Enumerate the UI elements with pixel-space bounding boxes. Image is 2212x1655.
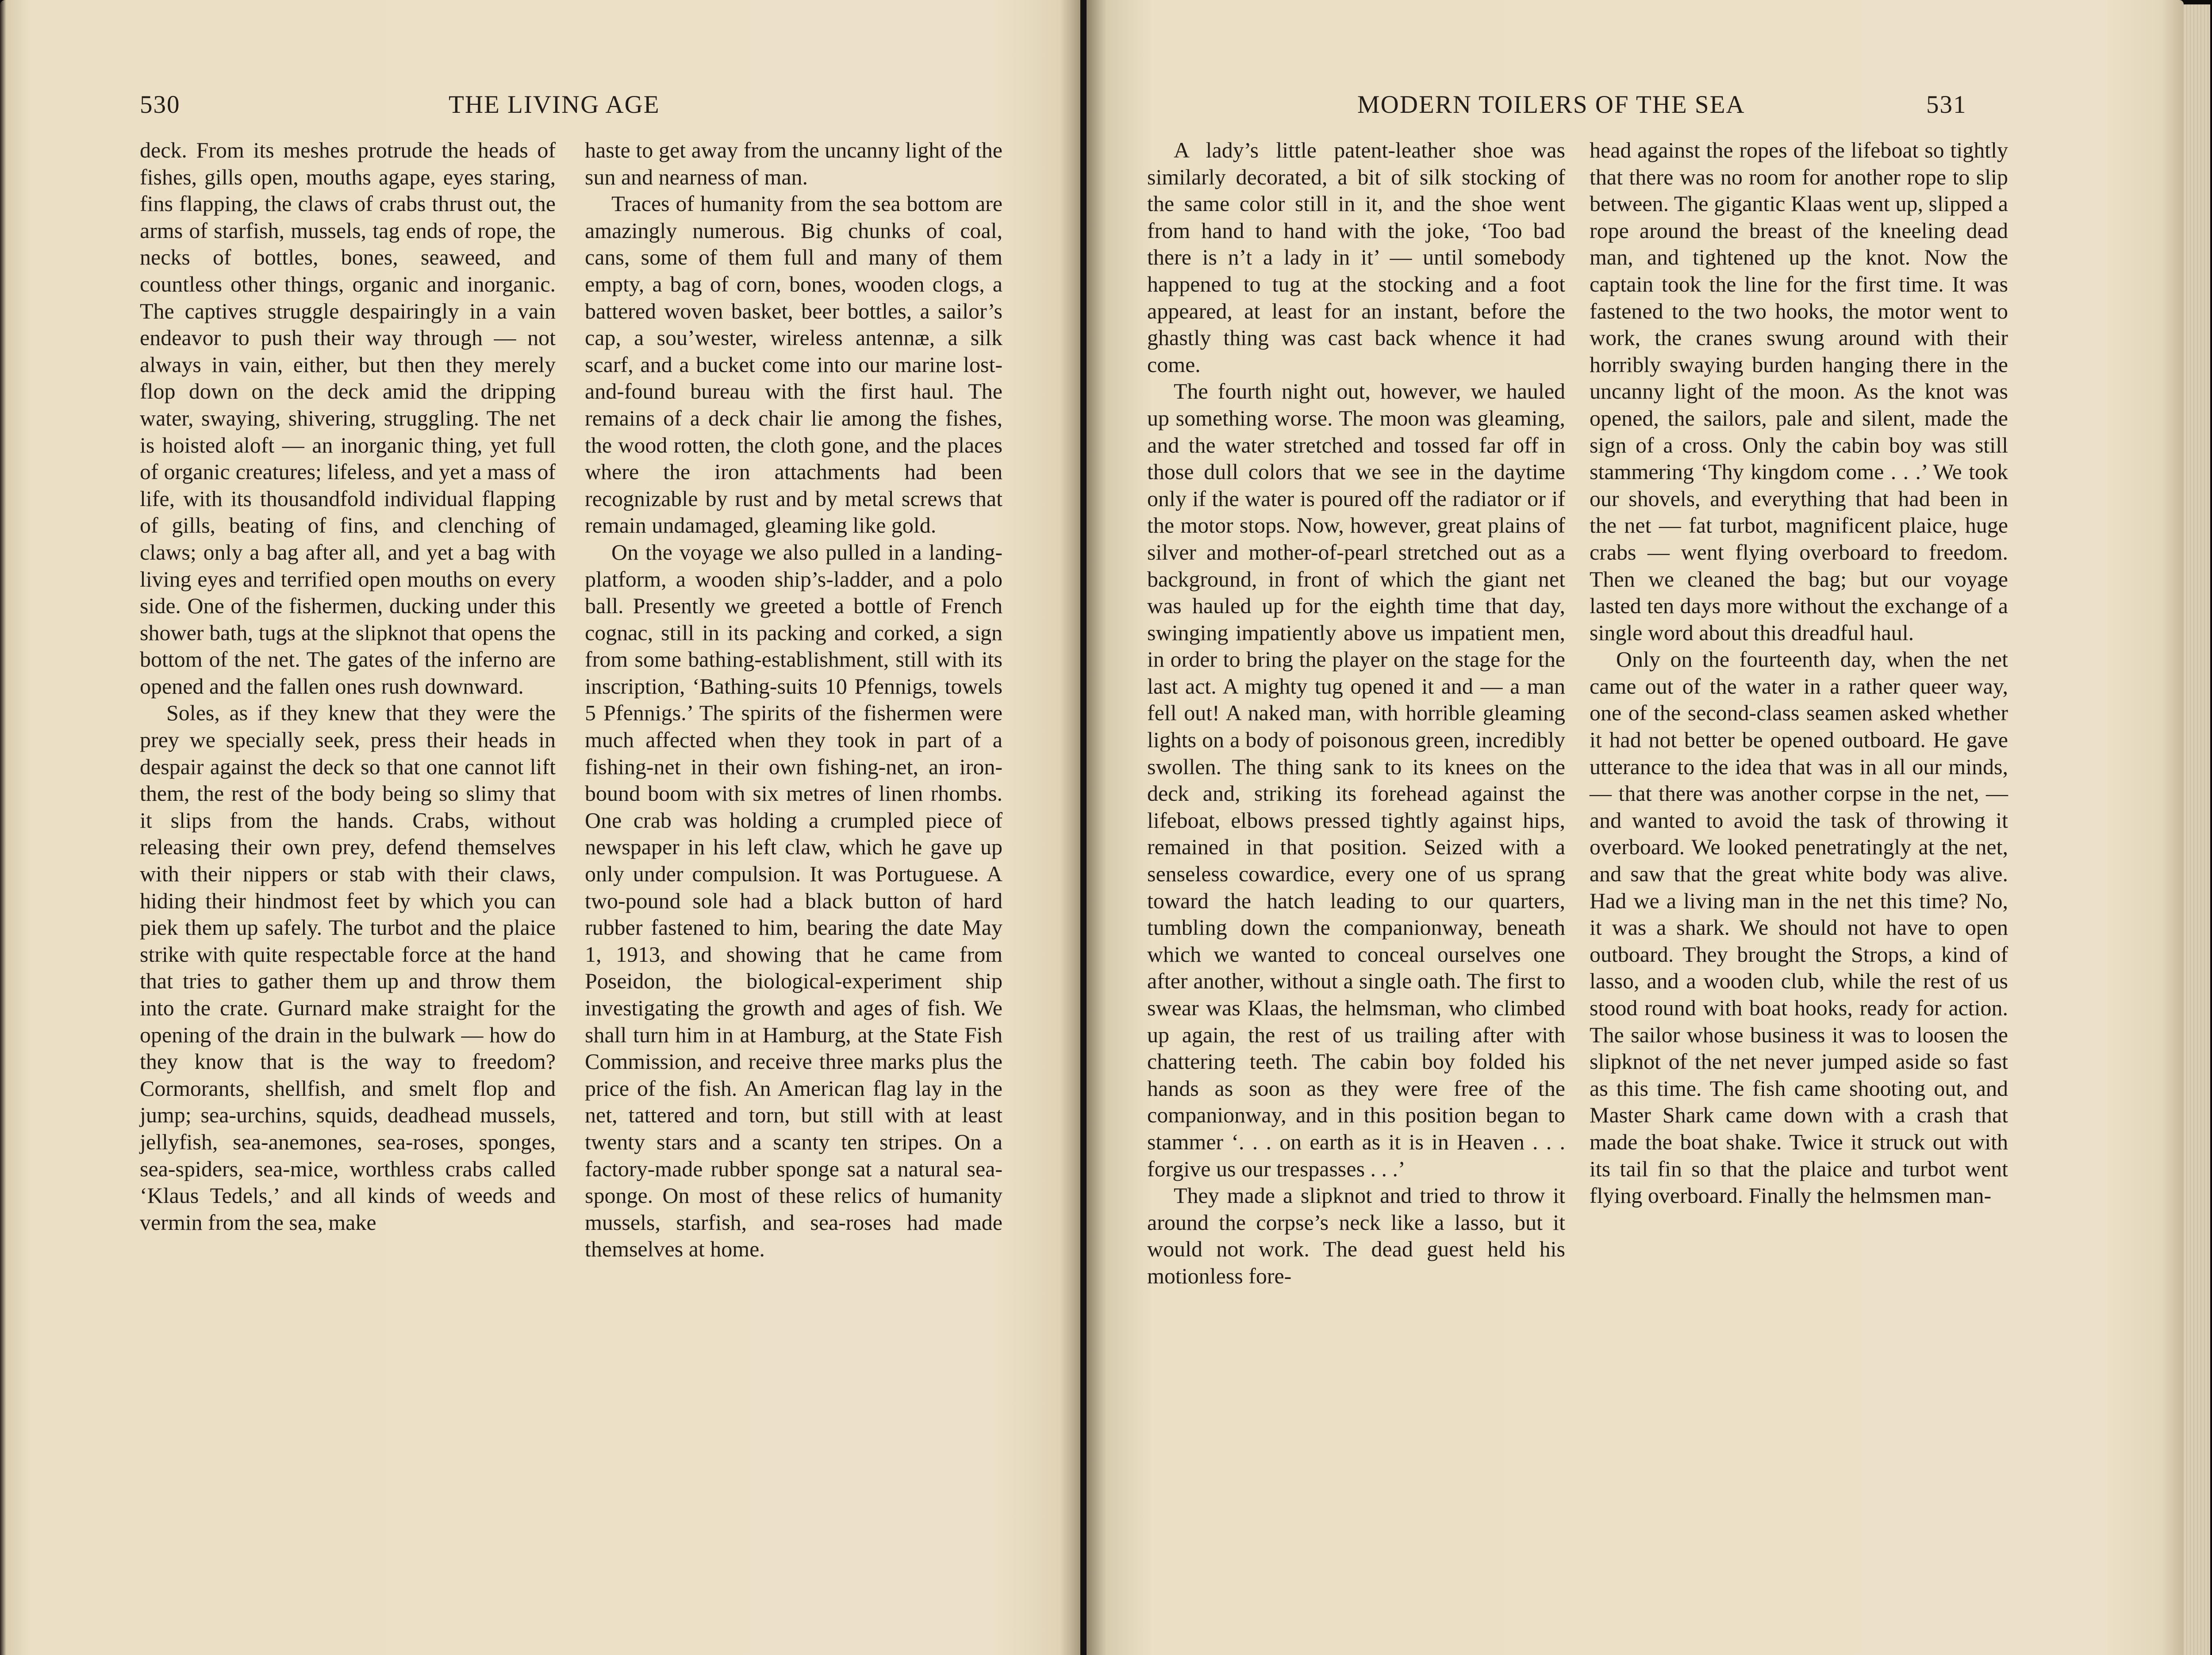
left-running-head: [0, 85, 1080, 125]
paragraph: Soles, as if they knew that they were the prey we specially seek, press their heads in despair against the deck so that one cannot lift them, the rest of the body being so slimy that it slips from the hands. Crabs, without releasing their own prey, defend themselves with their nippers or stab with their claws, hiding their hindmost feet by which you can piek them up safely. The turbot and the plaice strike with quite respectable force at the hand that tries to gather them up and throw them into the crate. Gurnard make straight for the opening of the drain in the bulwark — how do they know that is the way to freedom? Cormorants, shellfish, and smelt flop and jump; sea-urchins, squids, deadhead mussels, jellyfish, sea-anemones, sea-roses, sponges, sea-spiders, sea-mice, worthless crabs called ‘Klaus Tedels,’ and all kinds of weeds and vermin from the sea, make: [140, 700, 556, 1235]
text-column: [140, 137, 556, 1236]
paragraph: haste to get away from the uncanny light of the sun and nearness of man.: [585, 138, 1002, 189]
paragraph: A lady’s little patent-leather shoe was similarly decorated, a bit of silk stocking of the same color still in it, and the shoe went from hand to hand with the joke, ‘Too bad there is n’t a lady in it’ — until somebody happened to tug at the stocking and a foot appeared, at least for an instant, before the ghastly thing was cast back whence it had come.: [1147, 138, 1565, 377]
right-running-head: [1087, 85, 2184, 125]
paragraph: The fourth night out, however, we hauled up something worse. The moon was gleaming, and the water stretched and tossed far off in those dull colors that we see in the daytime only if the water is poured off the radiator or if the motor stops. Now, however, great plains of silver and mother-of-pearl stretched out as a background, in front of which the giant net was hauled up for the eighth time that day, swinging impatiently above us impatient men, in order to bring the player on the stage for the last act. A mighty tug opened it and — a man fell out! A naked man, with horrible gleaming lights on a body of poisonous green, incredibly swollen. The thing sank to its knees on the deck and, striking its forehead against the lifeboat, elbows pressed tightly against hips, remained in that position. Seized with a senseless cowardice, every one of us sprang toward the hatch leading to our quarters, tumbling down the companionway, beneath which we wanted to conceal ourselves one after another, without a single oath. The first to swear was Klaas, the helmsman, who climbed up again, the rest of us trailing after with chattering teeth. The cabin boy folded his hands as soon as they were free of the companionway, and in this position began to stammer ‘. . . on earth as it is in Heaven . . . forgive us our trespasses . . .’: [1147, 379, 1565, 1181]
page-edges: [2184, 4, 2210, 1655]
paragraph: On the voyage we also pulled in a landing-platform, a wooden ship’s-ladder, and a polo ball. Presently we greeted a bottle of French cognac, still in its packing and corked, a sign from some bathing-establishment, still with its inscription, ‘Bathing-suits 10 Pfennigs, towels 5 Pfennigs.’ The spirits of the fishermen were much affected when they took in part of a fishing-net in their own fishing-net, an iron-bound boom with six metres of linen rhombs. One crab was holding a crumpled piece of newspaper in his left claw, which he gave up only under compulsion. It was Portuguese. A two-pound sole had a black button of hard rubber fastened to him, bearing the date May 1, 1913, and showing that he came from Poseidon, the biological-experiment ship investigating the growth and ages of fish. We shall turn him in at Hamburg, at the State Fish Commission, and receive three marks plus the price of the fish. An American flag lay in the net, tattered and torn, but still with at least twenty stars and a scanty ten stripes. On a factory-made rubber sponge sat a natural sea-sponge. On most of these relics of humanity mussels, starfish, and sea-roses had made themselves at home.: [585, 539, 1002, 1262]
text-column: [585, 137, 1002, 1263]
paragraph: Only on the fourteenth day, when the net came out of the water in a rather queer way, one of the second-class seamen asked whether it had not better be opened outboard. He gave utterance to the idea that was in all our minds, — that there was another corpse in the net, — and wanted to avoid the task of throwing it overboard. We looked penetratingly at the net, and saw that the great white body was alive. Had we a living man in the net this time? No, it was a shark. We should not have to open outboard. They brought the Strops, a kind of lasso, and a wooden club, while the rest of us stood round with boat hooks, ready for action. The sailor whose business it was to loosen the slipknot of the net never jumped aside so fast as this time. The fish came shooting out, and Master Shark came down with a crash that made the boat shake. Twice it struck out with its tail fin so that the plaice and turbot went flying overboard. Finally the helmsmen man-: [1590, 647, 2008, 1208]
running-head-title: MODERN TOILERS OF THE SEA: [1357, 91, 1745, 119]
paragraph: deck. From its meshes protrude the heads of fishes, gills open, mouths agape, eyes staring, fins flapping, the claws of crabs thrust out, the arms of starfish, mussels, tag ends of rope, the necks of bottles, bones, seaweed, and countless other things, organic and inorganic. The captives struggle despairingly in a vain endeavor to push their way through — not always in vain, either, but then they merely flop down on the deck amid the dripping water, swaying, shivering, struggling. The net is hoisted aloft — an inorganic thing, yet full of organic creatures; lifeless, and yet a mass of life, with its thousandfold individual flapping of gills, beating of fins, and clenching of claws; only a bag after all, and yet a bag with living eyes and terrified open mouths on every side. One of the fishermen, ducking under this shower bath, tugs at the slipknot that opens the bottom of the net. The gates of the inferno are opened and the fallen ones rush downward.: [140, 138, 556, 699]
book-gutter: [1080, 0, 1087, 1655]
paragraph: Traces of humanity from the sea bottom are amazingly numerous. Big chunks of coal, cans, some of them full and many of them empty, a bag of corn, bones, wooden clogs, a battered woven basket, beer bottles, a sailor’s cap, a sou’wester, wireless antennæ, a silk scarf, and a bucket come into our marine lost-and-found bureau with the first haul. The remains of a deck chair lie among the fishes, the wood rotten, the cloth gone, and the places where the iron attachments had been recognizable by rust and by metal screws that remain undamaged, gleaming like gold.: [585, 191, 1002, 538]
paragraph: They made a slipknot and tried to throw it around the corpse’s neck like a lasso, but it would not work. The dead guest held his motionless fore-: [1147, 1183, 1565, 1288]
left-page: [0, 0, 1080, 1655]
page-number: 530: [140, 91, 180, 119]
paragraph: head against the ropes of the lifeboat so tightly that there was no room for another rope to slip between. The gigantic Klaas went up, slipped a rope around the breast of the kneeling dead man, and tightened up the knot. Now the captain took the line for the first time. It was fastened to the two hooks, the motor went to work, the cranes swung around with their horribly swaying burden hanging there in the uncanny light of the moon. As the knot was opened, the sailors, pale and silent, made the sign of a cross. Only the cabin boy was still stammering ‘Thy kingdom come . . .’ We took our shovels, and everything that had been in the net — fat turbot, magnificent plaice, huge crabs — went flying overboard to freedom. Then we cleaned the bag; but our voyage lasted ten days more without the exchange of a single word about this dreadful haul.: [1590, 138, 2008, 645]
text-column: [1147, 137, 1565, 1290]
right-page: [1087, 0, 2184, 1655]
running-head-title: THE LIVING AGE: [449, 91, 660, 119]
text-column: [1590, 137, 2008, 1209]
page-number: 531: [1926, 91, 1967, 119]
